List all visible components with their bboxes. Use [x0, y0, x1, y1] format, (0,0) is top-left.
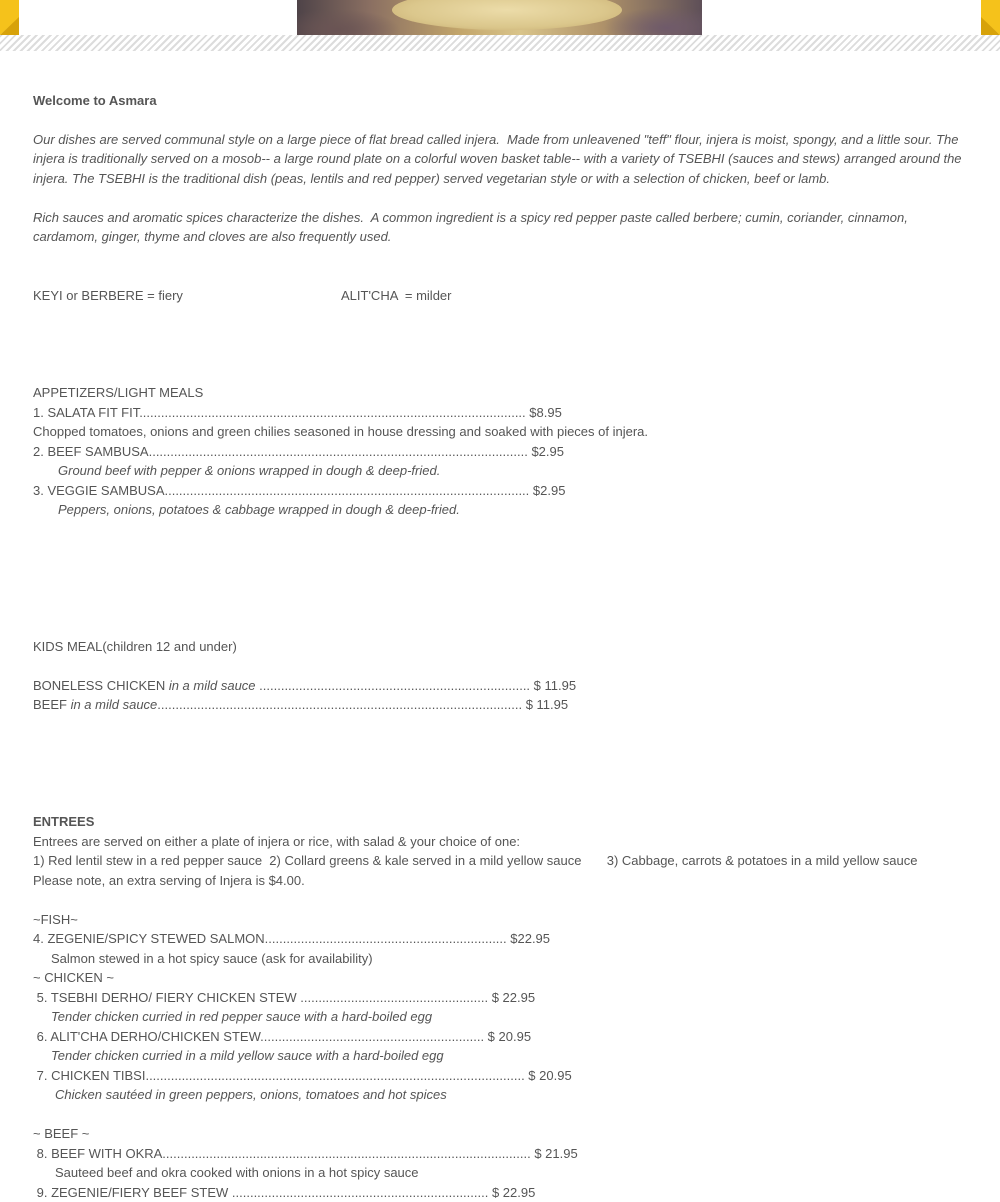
menu-item-alitcha-derho: 6. ALIT'CHA DERHO/CHICKEN STEW.............................................................. $ 20.95	[33, 1029, 532, 1044]
spice-key-milder: ALIT'CHA = milder	[341, 288, 452, 303]
kids-meal-heading: KIDS MEAL(children 12 and under)	[33, 639, 237, 654]
appetizers-heading: APPETIZERS/LIGHT MEALS	[33, 385, 204, 400]
entrees-side-choices: 1) Red lentil stew in a red pepper sauce 2) Collard greens & kale served in a mild yellow sauce 3) Cabbage, carrots & potatoes in a mild yellow sauce	[33, 853, 918, 868]
welcome-heading: Welcome to Asmara	[33, 93, 157, 108]
intro-paragraph-1-line-3: injera. The TSEBHI is the traditional dish (peas, lentils and red pepper) served vegetarian style or with a selection of chicken, beef or lamb.	[33, 171, 831, 186]
intro-paragraph-2-line-2: cardamom, ginger, thyme and cloves are also frequently used.	[33, 229, 392, 244]
menu-item-tsebhi-derho: 5. TSEBHI DERHO/ FIERY CHICKEN STEW .................................................... $ 22.95	[33, 990, 536, 1005]
beef-heading: ~ BEEF ~	[33, 1126, 90, 1141]
spice-key-fiery: KEYI or BERBERE = fiery	[33, 288, 183, 303]
menu-item-kids-beef	[33, 695, 568, 714]
chicken-heading: ~ CHICKEN ~	[33, 970, 114, 985]
menu-item-desc-chicken-tibsi: Chicken sautéed in green peppers, onions, tomatoes and hot spices	[55, 1087, 447, 1102]
kids-item-style: in a mild sauce	[168, 678, 256, 693]
menu-item-zegenie-salmon: 4. ZEGENIE/SPICY STEWED SALMON................................................................... $22.95	[33, 931, 551, 946]
menu-item-desc-beef-sambusa: Ground beef with pepper & onions wrapped in dough & deep-fried.	[58, 463, 441, 478]
top-banner	[0, 0, 1000, 35]
menu-item-veggie-sambusa: 3. VEGGIE SAMBUSA..................................................................................................... $2.95	[33, 483, 566, 498]
diagonal-stripe-divider	[0, 35, 1000, 51]
menu-item-beef-with-okra: 8. BEEF WITH OKRA...................................................................................................... $ 21.95	[33, 1146, 578, 1161]
menu-item-zegenie-beef-stew: 9. ZEGENIE/FIERY BEEF STEW ....................................................................... $ 22.95	[33, 1185, 536, 1200]
menu-item-desc-veggie-sambusa: Peppers, onions, potatoes & cabbage wrapped in dough & deep-fried.	[58, 502, 460, 517]
entrees-injera-note: Please note, an extra serving of Injera is $4.00.	[33, 873, 305, 888]
intro-paragraph-2-line-1: Rich sauces and aromatic spices characterize the dishes. A common ingredient is a spicy red pepper paste called berbere; cumin, coriander, cinnamon,	[33, 210, 908, 225]
menu-item-chicken-tibsi: 7. CHICKEN TIBSI......................................................................................................... $ 20.95	[33, 1068, 572, 1083]
kids-item-price: ..................................................................................................... $ 11.95	[157, 697, 569, 712]
entrees-heading: ENTREES	[33, 814, 95, 829]
menu-item-desc-beef-with-okra: Sauteed beef and okra cooked with onions in a hot spicy sauce	[55, 1165, 419, 1180]
menu-item-desc-tsebhi-derho: Tender chicken curried in red pepper sauce with a hard-boiled egg	[51, 1009, 433, 1024]
menu-item-desc-salata-fit-fit: Chopped tomatoes, onions and green chilies seasoned in house dressing and soaked with pieces of injera.	[33, 424, 649, 439]
menu-item-desc-zegenie-salmon: Salmon stewed in a hot spicy sauce (ask for availability)	[51, 951, 373, 966]
injera-plate	[392, 0, 622, 30]
intro-paragraph-1-line-1: Our dishes are served communal style on a large piece of flat bread called injera. Made from unleavened "teff" flour, injera is moist, spongy, and a little sour. The	[33, 132, 959, 147]
intro-paragraph-1-line-2: injera is traditionally served on a mosob-- a large round plate on a colorful woven basket table-- with a variety of TSEBHI (sauces and stews) arranged around the	[33, 151, 962, 166]
hero-food-image	[297, 0, 702, 35]
entrees-intro: Entrees are served on either a plate of injera or rice, with salad & your choice of one:	[33, 834, 521, 849]
kids-item-style: in a mild sauce	[70, 697, 158, 712]
kids-item-price: ........................................................................... $ 11.95	[255, 678, 577, 693]
menu-item-salata-fit-fit: 1. SALATA FIT FIT........................................................................................................... $8.95	[33, 405, 562, 420]
fish-heading: ~FISH~	[33, 912, 78, 927]
kids-item-name: BEEF	[33, 697, 71, 712]
menu-item-desc-alitcha-derho: Tender chicken curried in a mild yellow sauce with a hard-boiled egg	[51, 1048, 444, 1063]
kids-item-name: BONELESS CHICKEN	[33, 678, 169, 693]
menu-item-beef-sambusa: 2. BEEF SAMBUSA......................................................................................................... $2.95	[33, 444, 564, 459]
menu-item-kids-boneless-chicken	[33, 676, 576, 695]
